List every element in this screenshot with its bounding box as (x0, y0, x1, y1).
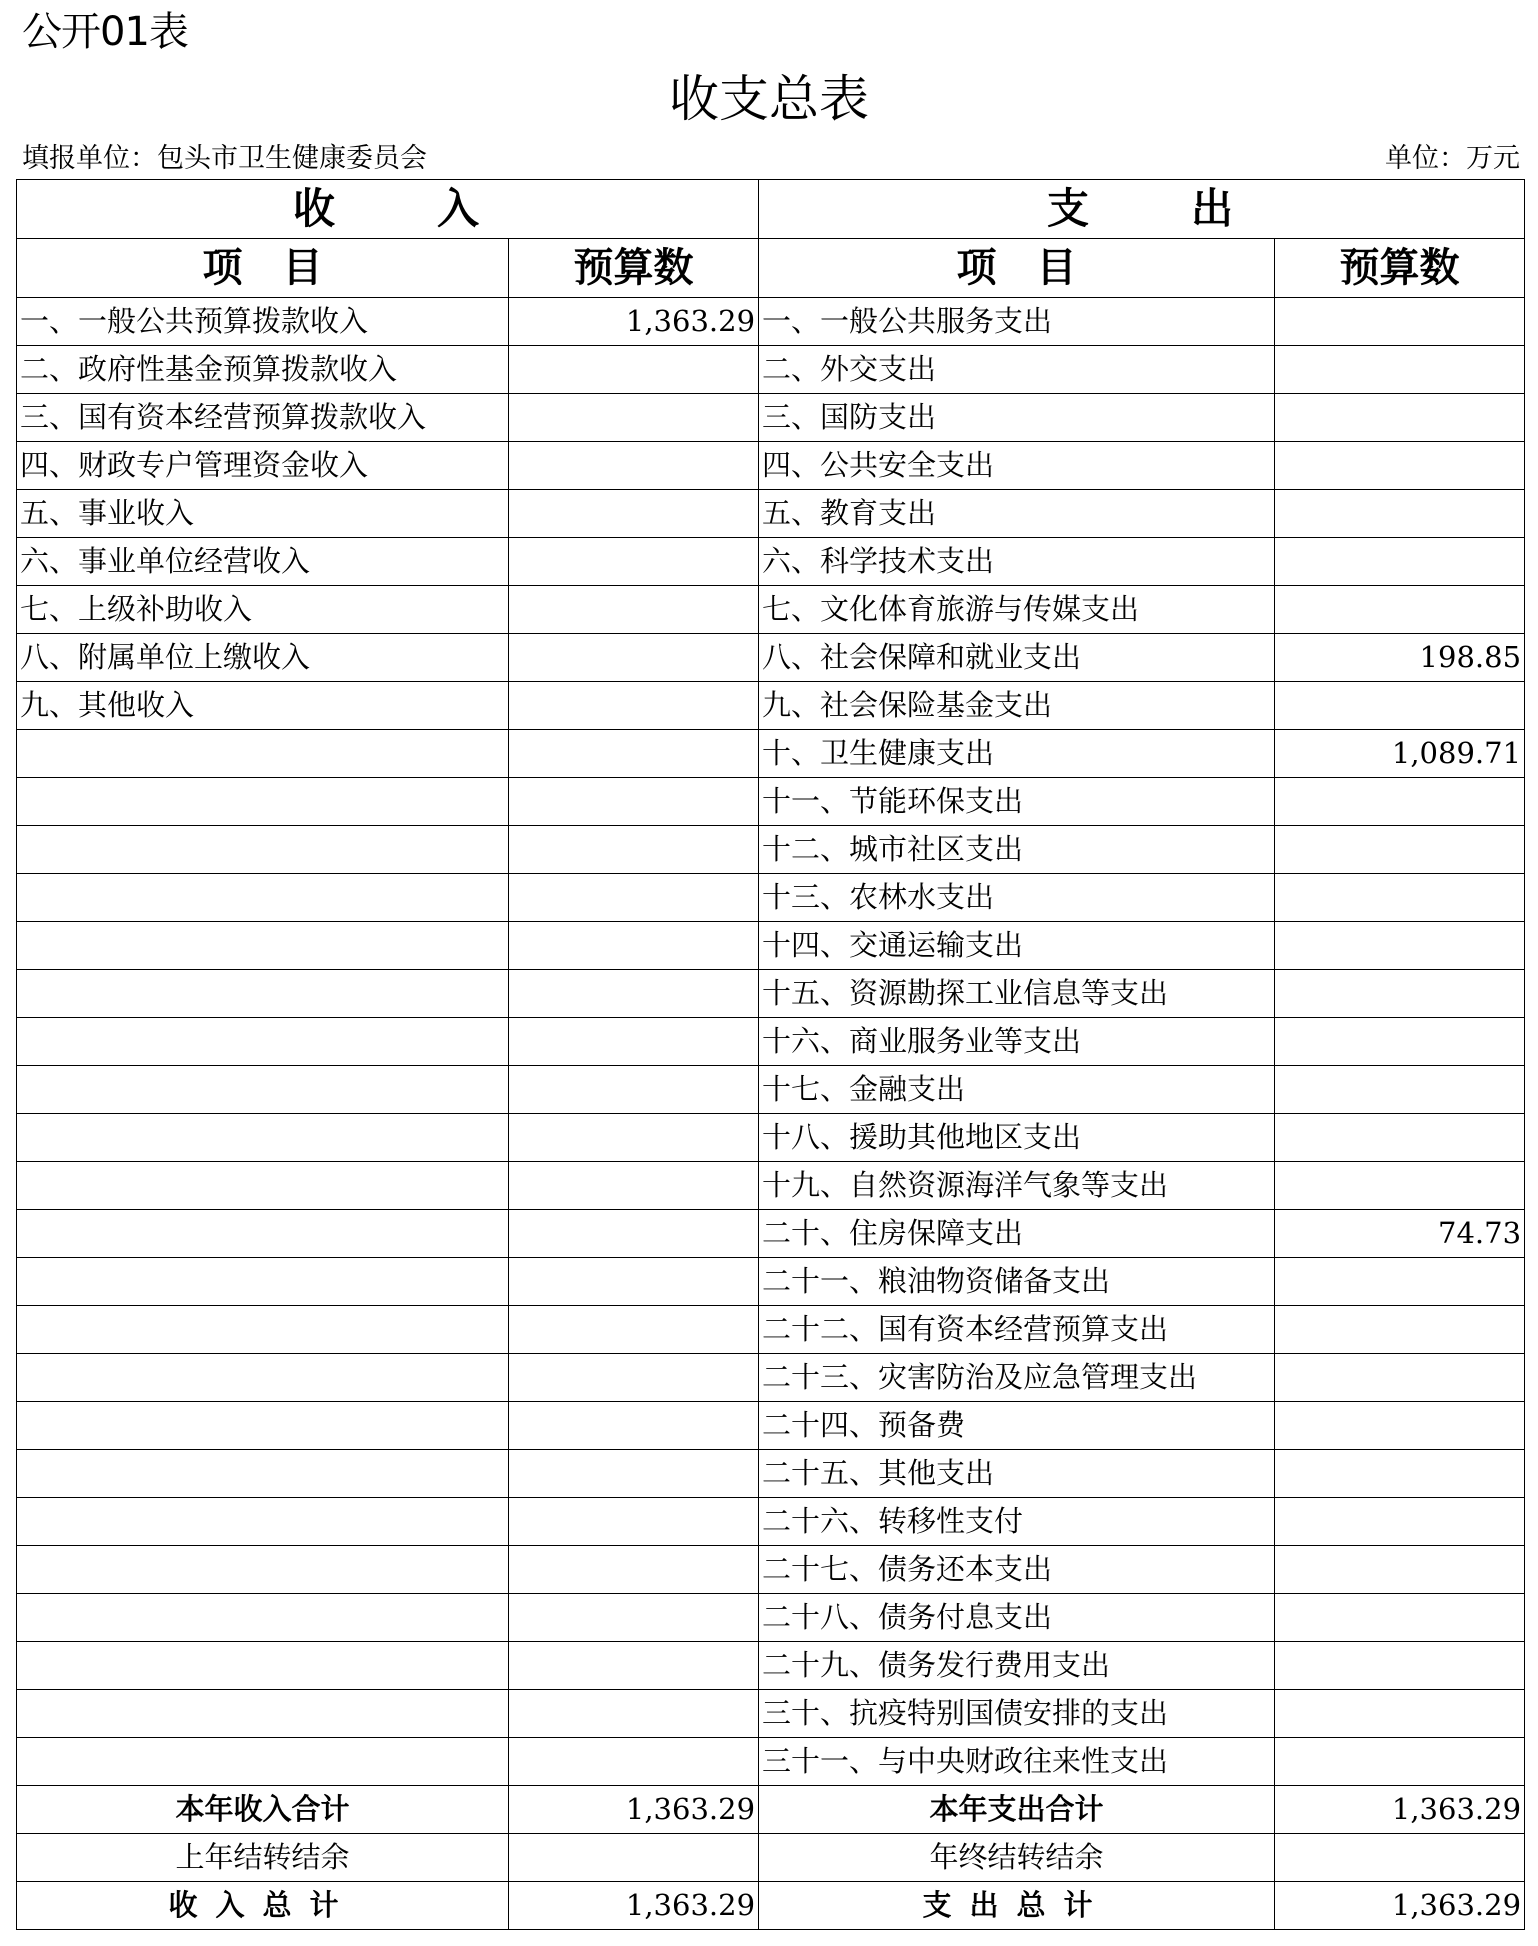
expenditure-item-cell: 二十三、灾害防治及应急管理支出 (759, 1354, 1275, 1402)
income-item-cell: 八、附属单位上缴收入 (17, 634, 509, 682)
income-value-cell (509, 1306, 759, 1354)
expenditure-year-total-value: 1,363.29 (1275, 1786, 1525, 1834)
income-value-cell (509, 1690, 759, 1738)
income-value-cell (509, 346, 759, 394)
income-item-cell (17, 1258, 509, 1306)
expenditure-value-cell (1275, 1162, 1525, 1210)
expenditure-item-cell: 六、科学技术支出 (759, 538, 1275, 586)
budget-summary-table (16, 179, 1525, 1930)
income-item-cell (17, 1738, 509, 1786)
income-value-cell (509, 922, 759, 970)
expenditure-value-cell (1275, 1738, 1525, 1786)
expenditure-item-cell: 十三、农林水支出 (759, 874, 1275, 922)
table-row (17, 586, 1525, 634)
expenditure-item-cell: 八、社会保障和就业支出 (759, 634, 1275, 682)
income-budget-header: 预算数 (509, 239, 759, 298)
expenditure-item-cell: 二十二、国有资本经营预算支出 (759, 1306, 1275, 1354)
expenditure-item-cell: 二十七、债务还本支出 (759, 1546, 1275, 1594)
expenditure-item-cell: 二、外交支出 (759, 346, 1275, 394)
income-item-cell: 二、政府性基金预算拨款收入 (17, 346, 509, 394)
expenditure-value-cell (1275, 1498, 1525, 1546)
expenditure-year-total-label: 本年支出合计 (759, 1786, 1275, 1834)
income-item-cell (17, 1162, 509, 1210)
income-value-cell (509, 1594, 759, 1642)
column-header-row (17, 239, 1525, 298)
expenditure-item-cell: 二十四、预备费 (759, 1402, 1275, 1450)
income-item-cell (17, 1546, 509, 1594)
income-item-cell (17, 1690, 509, 1738)
expenditure-value-cell (1275, 346, 1525, 394)
expenditure-value-cell (1275, 1642, 1525, 1690)
expenditure-grand-total-value: 1,363.29 (1275, 1882, 1525, 1930)
form-code: 公开01表 (22, 9, 188, 55)
income-value-cell (509, 874, 759, 922)
income-value-cell (509, 1210, 759, 1258)
expenditure-item-cell: 九、社会保险基金支出 (759, 682, 1275, 730)
income-value-cell (509, 1546, 759, 1594)
income-value-cell (509, 1018, 759, 1066)
expenditure-item-cell: 十二、城市社区支出 (759, 826, 1275, 874)
expenditure-value-cell (1275, 826, 1525, 874)
table-body (17, 180, 1525, 1786)
income-value-cell (509, 1450, 759, 1498)
expenditure-item-cell: 十九、自然资源海洋气象等支出 (759, 1162, 1275, 1210)
income-item-cell (17, 970, 509, 1018)
expenditure-item-cell: 二十六、转移性支付 (759, 1498, 1275, 1546)
expenditure-item-cell: 十八、援助其他地区支出 (759, 1114, 1275, 1162)
expenditure-value-cell (1275, 874, 1525, 922)
income-item-cell (17, 778, 509, 826)
expenditure-value-cell (1275, 1066, 1525, 1114)
table-row (17, 730, 1525, 778)
expenditure-item-cell: 十一、节能环保支出 (759, 778, 1275, 826)
table-row (17, 346, 1525, 394)
table-row (17, 1258, 1525, 1306)
income-item-cell: 一、一般公共预算拨款收入 (17, 298, 509, 346)
income-value-cell (509, 1114, 759, 1162)
section-row (17, 180, 1525, 239)
income-grand-total-value: 1,363.29 (509, 1882, 759, 1930)
income-year-total-value: 1,363.29 (509, 1786, 759, 1834)
expenditure-value-cell (1275, 1402, 1525, 1450)
table-row (17, 826, 1525, 874)
expenditure-value-cell (1275, 682, 1525, 730)
table-row (17, 1162, 1525, 1210)
income-value-cell (509, 490, 759, 538)
income-item-cell: 九、其他收入 (17, 682, 509, 730)
year-total-row (17, 1786, 1525, 1834)
carryover-prev-label: 上年结转结余 (17, 1834, 509, 1882)
reporting-unit: 填报单位：包头市卫生健康委员会 (22, 143, 427, 174)
expenditure-value-cell: 198.85 (1275, 634, 1525, 682)
table-row (17, 1402, 1525, 1450)
expenditure-value-cell (1275, 1258, 1525, 1306)
table-row (17, 634, 1525, 682)
income-item-cell: 三、国有资本经营预算拨款收入 (17, 394, 509, 442)
expenditure-budget-header: 预算数 (1275, 239, 1525, 298)
income-value-cell (509, 730, 759, 778)
expenditure-item-cell: 四、公共安全支出 (759, 442, 1275, 490)
income-item-header: 项 目 (17, 239, 509, 298)
expenditure-item-cell: 七、文化体育旅游与传媒支出 (759, 586, 1275, 634)
income-value-cell (509, 1642, 759, 1690)
expenditure-item-cell: 十六、商业服务业等支出 (759, 1018, 1275, 1066)
income-item-cell: 六、事业单位经营收入 (17, 538, 509, 586)
expenditure-value-cell (1275, 298, 1525, 346)
table-row (17, 1690, 1525, 1738)
expenditure-item-cell: 二十五、其他支出 (759, 1450, 1275, 1498)
expenditure-value-cell (1275, 490, 1525, 538)
income-value-cell (509, 1738, 759, 1786)
expenditure-item-cell: 二十九、债务发行费用支出 (759, 1642, 1275, 1690)
table-row (17, 682, 1525, 730)
carryover-end-label: 年终结转结余 (759, 1834, 1275, 1882)
expenditure-value-cell (1275, 586, 1525, 634)
table-row (17, 874, 1525, 922)
expenditure-value-cell (1275, 1354, 1525, 1402)
table-row (17, 394, 1525, 442)
table-row (17, 1114, 1525, 1162)
expenditure-item-cell: 十五、资源勘探工业信息等支出 (759, 970, 1275, 1018)
table-row (17, 490, 1525, 538)
income-item-cell (17, 1018, 509, 1066)
expenditure-item-cell: 一、一般公共服务支出 (759, 298, 1275, 346)
income-value-cell (509, 826, 759, 874)
expenditure-value-cell: 74.73 (1275, 1210, 1525, 1258)
income-item-cell: 五、事业收入 (17, 490, 509, 538)
expenditure-value-cell (1275, 1594, 1525, 1642)
income-value-cell (509, 970, 759, 1018)
expenditure-value-cell (1275, 1690, 1525, 1738)
table-row (17, 1450, 1525, 1498)
expenditure-item-cell: 三、国防支出 (759, 394, 1275, 442)
table-row (17, 538, 1525, 586)
income-item-cell (17, 1498, 509, 1546)
income-item-cell (17, 730, 509, 778)
income-item-cell (17, 1114, 509, 1162)
income-value-cell (509, 394, 759, 442)
table-row (17, 1498, 1525, 1546)
expenditure-value-cell (1275, 1018, 1525, 1066)
income-item-cell: 四、财政专户管理资金收入 (17, 442, 509, 490)
expenditure-item-cell: 三十一、与中央财政往来性支出 (759, 1738, 1275, 1786)
expenditure-item-header: 项 目 (759, 239, 1275, 298)
income-item-cell (17, 1642, 509, 1690)
expenditure-value-cell (1275, 1450, 1525, 1498)
table-row (17, 1594, 1525, 1642)
expenditure-value-cell (1275, 778, 1525, 826)
table-row (17, 1306, 1525, 1354)
grand-total-row (17, 1882, 1525, 1930)
table-row (17, 1642, 1525, 1690)
expenditure-grand-total-label: 支出总计 (759, 1882, 1275, 1930)
expenditure-value-cell (1275, 442, 1525, 490)
income-value-cell (509, 778, 759, 826)
income-value-cell (509, 1258, 759, 1306)
income-item-cell (17, 1402, 509, 1450)
table-row (17, 298, 1525, 346)
table-row (17, 1354, 1525, 1402)
carryover-end-value (1275, 1834, 1525, 1882)
totals-body (17, 1786, 1525, 1930)
income-item-cell: 七、上级补助收入 (17, 586, 509, 634)
income-value-cell (509, 1354, 759, 1402)
expenditure-value-cell (1275, 538, 1525, 586)
income-value-cell (509, 1162, 759, 1210)
income-item-cell (17, 1066, 509, 1114)
expenditure-section-header: 支 出 (759, 180, 1525, 239)
table-row (17, 1066, 1525, 1114)
income-grand-total-label: 收入总计 (17, 1882, 509, 1930)
table-row (17, 778, 1525, 826)
expenditure-item-cell: 十四、交通运输支出 (759, 922, 1275, 970)
income-value-cell (509, 634, 759, 682)
expenditure-value-cell (1275, 1546, 1525, 1594)
income-value-cell (509, 1066, 759, 1114)
currency-unit: 单位：万元 (1385, 143, 1520, 174)
expenditure-item-cell: 三十、抗疫特别国债安排的支出 (759, 1690, 1275, 1738)
income-value-cell (509, 586, 759, 634)
income-value-cell (509, 442, 759, 490)
expenditure-value-cell (1275, 922, 1525, 970)
table-row (17, 1018, 1525, 1066)
table-row (17, 970, 1525, 1018)
income-value-cell (509, 682, 759, 730)
income-value-cell (509, 1498, 759, 1546)
income-item-cell (17, 1450, 509, 1498)
expenditure-item-cell: 十七、金融支出 (759, 1066, 1275, 1114)
income-item-cell (17, 874, 509, 922)
expenditure-value-cell: 1,089.71 (1275, 730, 1525, 778)
page-title: 收支总表 (669, 70, 869, 128)
income-item-cell (17, 1210, 509, 1258)
income-item-cell (17, 1354, 509, 1402)
income-item-cell (17, 1594, 509, 1642)
income-value-cell (509, 538, 759, 586)
expenditure-item-cell: 二十、住房保障支出 (759, 1210, 1275, 1258)
carryover-row (17, 1834, 1525, 1882)
income-section-header: 收 入 (17, 180, 759, 239)
expenditure-value-cell (1275, 1306, 1525, 1354)
income-year-total-label: 本年收入合计 (17, 1786, 509, 1834)
expenditure-item-cell: 十、卫生健康支出 (759, 730, 1275, 778)
income-value-cell: 1,363.29 (509, 298, 759, 346)
expenditure-value-cell (1275, 1114, 1525, 1162)
carryover-prev-value (509, 1834, 759, 1882)
table-row (17, 922, 1525, 970)
income-value-cell (509, 1402, 759, 1450)
income-item-cell (17, 826, 509, 874)
expenditure-item-cell: 二十八、债务付息支出 (759, 1594, 1275, 1642)
table-row (17, 1210, 1525, 1258)
table-row (17, 442, 1525, 490)
expenditure-item-cell: 五、教育支出 (759, 490, 1275, 538)
income-item-cell (17, 922, 509, 970)
income-item-cell (17, 1306, 509, 1354)
expenditure-value-cell (1275, 394, 1525, 442)
expenditure-item-cell: 二十一、粮油物资储备支出 (759, 1258, 1275, 1306)
table-row (17, 1738, 1525, 1786)
table-row (17, 1546, 1525, 1594)
expenditure-value-cell (1275, 970, 1525, 1018)
